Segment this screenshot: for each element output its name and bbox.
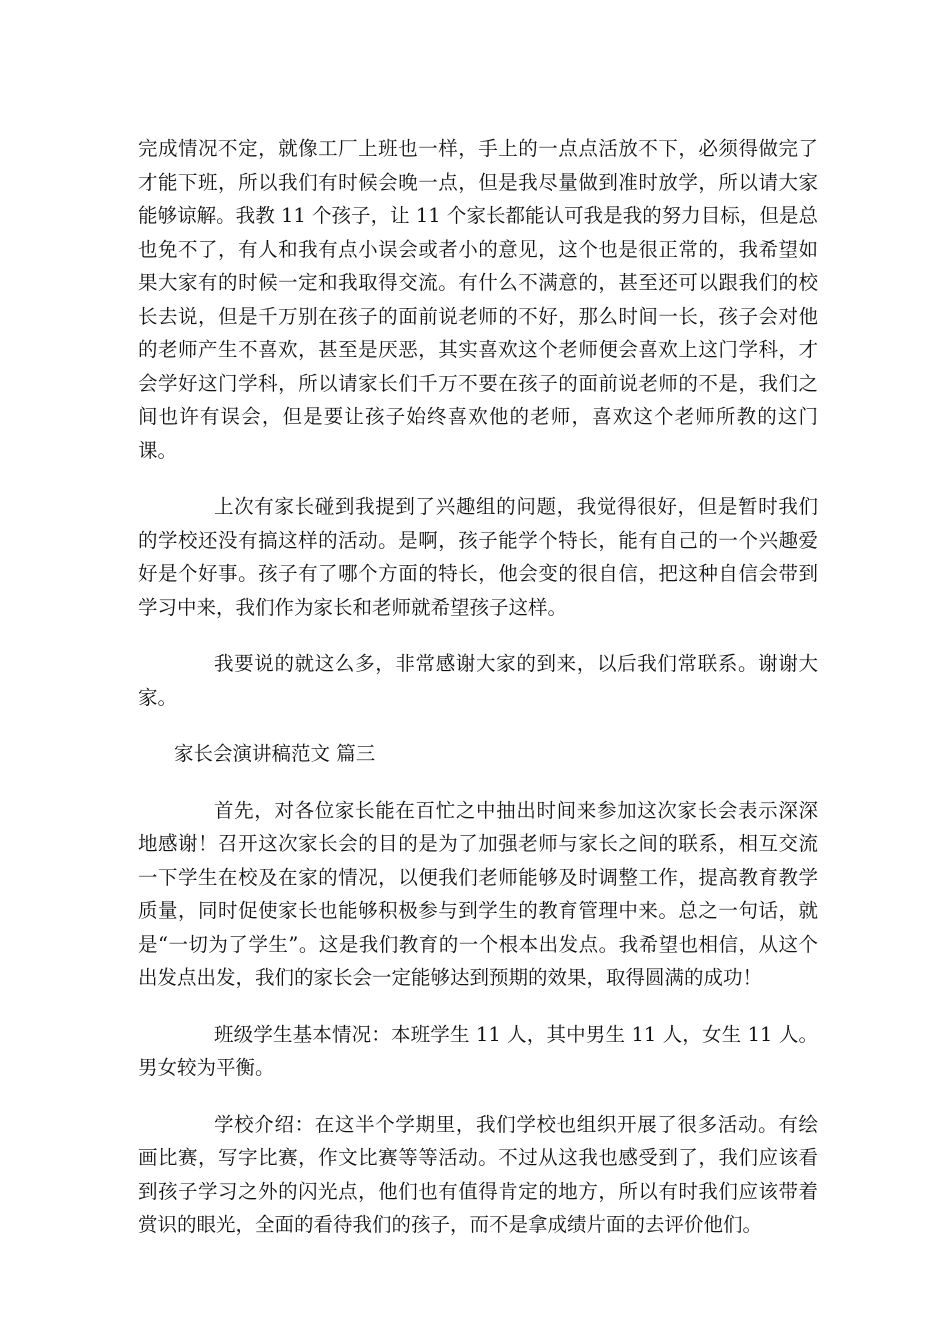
section-paragraph-2: 班级学生基本情况：本班学生 11 人，其中男生 11 人，女生 11 人。男女较为平衡。 bbox=[138, 1022, 818, 1079]
body-paragraph-3: 我要说的就这么多，非常感谢大家的到来，以后我们常联系。谢谢大家。 bbox=[138, 652, 818, 709]
document-body bbox=[138, 132, 818, 1265]
body-paragraph-1: 完成情况不定，就像工厂上班也一样，手上的一点点活放不下，必须得做完了才能下班，所以我们有时候会晚一点，但是我尽量做到准时放学，所以请大家能够谅解。我教 11 个孩子，让 11 个家长都能认可我是我的努力目标，但是总也免不了，有人和我有点小误会或者小的意见，这个也是很正常的，我希望如果大家有的时候一定和我取得交流。有什么不满意的，甚至还可以跟我们的校长去说，但是千万别在孩子的面前说老师的不好，那么时间一长，孩子会对他的老师产生不喜欢，甚至是厌恶，其实喜欢这个老师便会喜欢上这门学科，才会学好这门学科，所以请家长们千万不要在孩子的面前说老师的不是，我们之间也许有误会，但是要让孩子始终喜欢他的老师，喜欢这个老师所教的这门课。 bbox=[138, 137, 818, 462]
section-title: 家长会演讲稿范文 篇三 bbox=[174, 742, 376, 765]
section-paragraph-1: 首先，对各位家长能在百忙之中抽出时间来参加这次家长会表示深深地感谢！召开这次家长会的目的是为了加强老师与家长之间的联系，相互交流一下学生在校及在家的情况，以便我们老师能够及时调整工作，提高教育教学质量，同时促使家长也能够积极参与到学生的教育管理中来。总之一句话，就是“一切为了学生”。这是我们教育的一个根本出发点。我希望也相信，从这个出发点出发，我们的家长会一定能够达到预期的效果，取得圆满的成功！ bbox=[138, 798, 818, 989]
section-paragraph-3: 学校介绍：在这半个学期里，我们学校也组织开展了很多活动。有绘画比赛，写字比赛，作文比赛等等活动。不过从这我也感受到了，我们应该看到孩子学习之外的闪光点，他们也有值得肯定的地方，所以有时我们应该带着赏识的眼光，全面的看待我们的孩子，而不是拿成绩片面的去评价他们。 bbox=[138, 1112, 818, 1236]
body-paragraph-2: 上次有家长碰到我提到了兴趣组的问题，我觉得很好，但是暂时我们的学校还没有搞这样的活动。是啊，孩子能学个特长，能有自己的一个兴趣爱好是个好事。孩子有了哪个方面的特长，他会变的很自信，把这种自信会带到学习中来，我们作为家长和老师就希望孩子这样。 bbox=[138, 495, 818, 619]
